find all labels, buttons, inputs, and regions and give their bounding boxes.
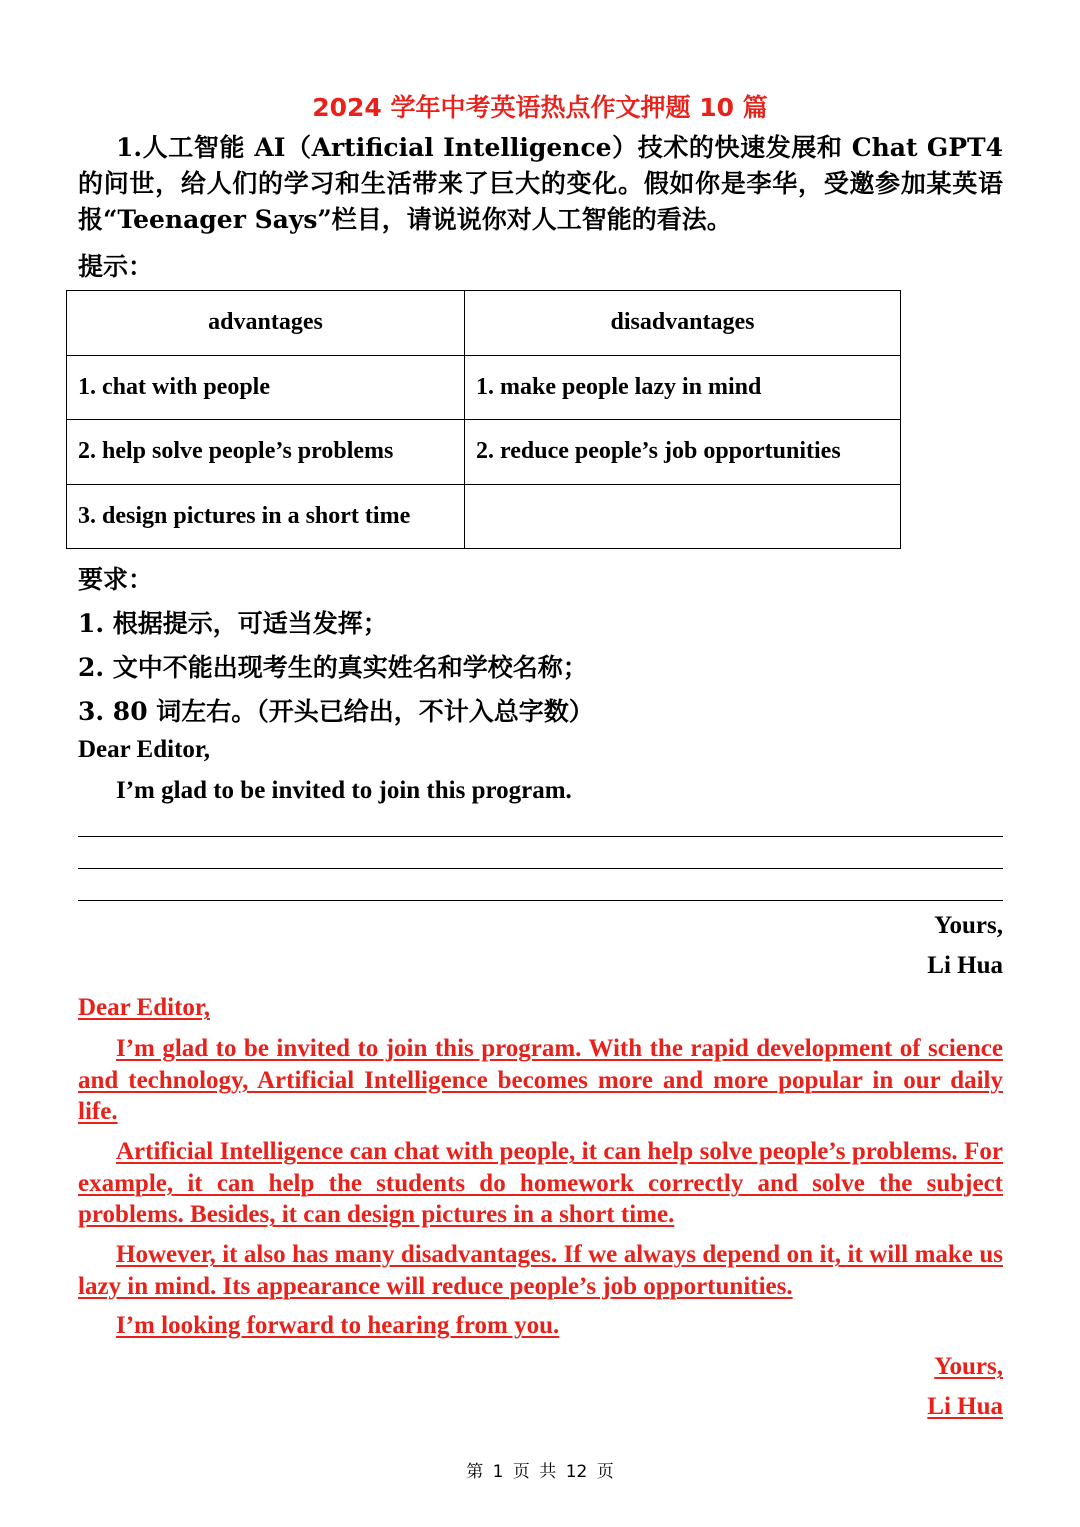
disadvantage-cell <box>465 484 901 549</box>
writing-line <box>78 868 1003 869</box>
requirement-item: 2. 文中不能出现考生的真实姓名和学校名称； <box>78 653 588 682</box>
hint-label: 提示： <box>78 252 154 281</box>
answer-signature: Li Hua <box>927 1393 1003 1420</box>
writing-line <box>78 836 1003 837</box>
answer-paragraph: However, it also has many disadvantages. If we always depend on it, it will make us lazy in mind. Its appearance will reduce people’s job opportunities. <box>78 1241 1003 1300</box>
writing-prompt: 1.人工智能 AI（Artificial Intelligence）技术的快速发展和 Chat GPT4 的问世，给人们的学习和生活带来了巨大的变化。假如你是李华，受邀参加某英语报“Teenager Says”栏目，请说说你对人工智能的看法。 <box>78 133 1003 234</box>
answer-salutation: Dear Editor, <box>78 994 210 1021</box>
table-header-row <box>67 291 901 356</box>
letter-signature: Li Hua <box>927 952 1003 979</box>
answer-paragraph: I’m glad to be invited to join this program. With the rapid development of science and technology, Artificial Intelligence becomes more and more popular in our daily life. <box>78 1035 1003 1125</box>
answer-paragraph: Artificial Intelligence can chat with people, it can help solve people’s problems. For example, it can help the students do homework correctly and solve the subject problems. Besides, it can design pictures in a short time. <box>78 1138 1003 1228</box>
advantage-cell: 2. help solve people’s problems <box>67 420 465 485</box>
header-advantages: advantages <box>67 291 465 356</box>
answer-paragraph: I’m looking forward to hearing from you. <box>116 1312 560 1339</box>
advantage-cell: 3. design pictures in a short time <box>67 484 465 549</box>
letter-salutation: Dear Editor, <box>78 736 210 763</box>
table-row <box>67 420 901 485</box>
requirements-label: 要求： <box>78 565 154 594</box>
requirement-item: 1. 根据提示，可适当发挥； <box>78 609 388 638</box>
disadvantage-cell: 1. make people lazy in mind <box>465 355 901 420</box>
header-disadvantages: disadvantages <box>465 291 901 356</box>
disadvantage-cell: 2. reduce people’s job opportunities <box>465 420 901 485</box>
advantage-cell: 1. chat with people <box>67 355 465 420</box>
answer-closing: Yours, <box>934 1353 1003 1380</box>
hint-table <box>66 290 901 549</box>
letter-opening: I’m glad to be invited to join this program. <box>116 777 572 804</box>
table-row <box>67 355 901 420</box>
page-footer: 第 1 页 共 12 页 <box>466 1462 614 1482</box>
writing-line <box>78 900 1003 901</box>
document-title: 2024 学年中考英语热点作文押题 10 篇 <box>312 93 768 122</box>
letter-closing: Yours, <box>934 912 1003 939</box>
table-row <box>67 484 901 549</box>
requirement-item: 3. 80 词左右。（开头已给出，不计入总字数） <box>78 697 594 726</box>
